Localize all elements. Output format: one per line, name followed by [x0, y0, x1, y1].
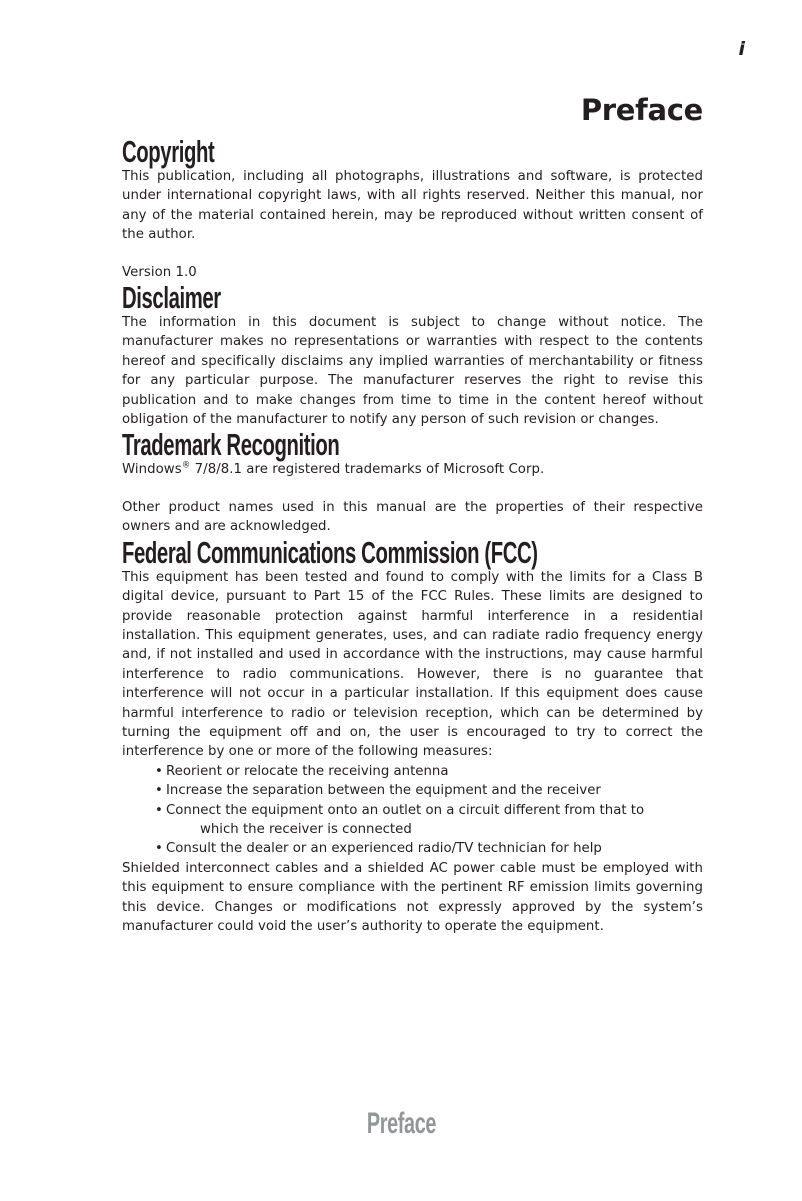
list-item — [122, 781, 703, 800]
section-heading-trademark: Trademark Recognition — [122, 427, 340, 463]
trademark-windows-paragraph — [122, 460, 703, 479]
trademark-windows-prefix: Windows — [122, 462, 182, 478]
list-item — [122, 762, 703, 781]
footer-label: Preface — [366, 1107, 436, 1140]
list-item — [122, 839, 703, 858]
disclaimer-paragraph: The information in this document is subject to change without notice. The manufacturer makes no representations or warranties with respect to the contents hereof and specifically disclaims any implied warranties of merchantability or fitness for any particular purpose. The manufacturer reserves the right to revise this publication and to make changes from time to time in the content hereof without obligation of the manufacturer to notify any person of such revision or changes. — [122, 315, 703, 428]
fcc-paragraph-2: Shielded interconnect cables and a shielded AC power cable must be employed with this equipment to ensure compliance with the pertinent RF emission limits governing this device. Changes or modifications not expressly approved by the system’s manufacturer could void the user’s authority to operate the equipment. — [122, 860, 703, 934]
section-heading-copyright: Copyright — [122, 134, 215, 169]
bullet-icon: • — [155, 841, 163, 857]
page-content — [122, 136, 703, 936]
trademark-other-paragraph: Other product names used in this manual are the properties of their respective owners and are acknowledged. — [122, 499, 703, 535]
registered-trademark-icon: ® — [181, 461, 191, 472]
bullet-icon: • — [155, 802, 163, 818]
chapter-title: Preface — [580, 93, 703, 127]
section-heading-fcc: Federal Communications Commission (FCC) — [122, 534, 538, 570]
copyright-paragraph: This publication, including all photographs, illustrations and software, is protected under international copyright laws, with all rights reserved. Neither this manual, nor any of the material contained herein, may be reproduced without written consent of the author. — [122, 169, 703, 243]
trademark-windows-suffix: 7/8/8.1 are registered trademarks of Microsoft Corp. — [190, 462, 545, 478]
list-item — [122, 801, 703, 840]
footer — [0, 1108, 802, 1140]
copyright-version: Version 1.0 — [122, 264, 197, 280]
list-item-text: Connect the equipment onto an outlet on a circuit different from that to — [166, 802, 645, 818]
list-item-continuation: which the receiver is connected — [200, 821, 412, 837]
fcc-paragraph-1: This equipment has been tested and found to comply with the limits for a Class B digital device, pursuant to Part 15 of the FCC Rules. These limits are designed to provide reasonable protection against harmful interference in a residential installation. This equipment generates, uses, and can radiate radio frequency energy and, if not installed and used in accordance with the instructions, may cause harmful interference to radio communications. However, there is no guarantee that interference will not occur in a particular installation. If this equipment does cause harmful interference to radio or television reception, which can be determined by turning the equipment off and on, the user is encouraged to try to correct the interference by one or more of the following measures: — [122, 569, 703, 760]
fcc-measures-list — [122, 762, 703, 859]
page-number: i — [738, 38, 745, 60]
list-item-text: Reorient or relocate the receiving antenna — [166, 763, 449, 779]
list-item-text: Increase the separation between the equipment and the receiver — [166, 783, 601, 799]
section-heading-disclaimer: Disclaimer — [122, 280, 221, 316]
bullet-icon: • — [155, 763, 163, 779]
list-item-text: Consult the dealer or an experienced radio/TV technician for help — [166, 841, 602, 857]
bullet-icon: • — [155, 783, 163, 799]
